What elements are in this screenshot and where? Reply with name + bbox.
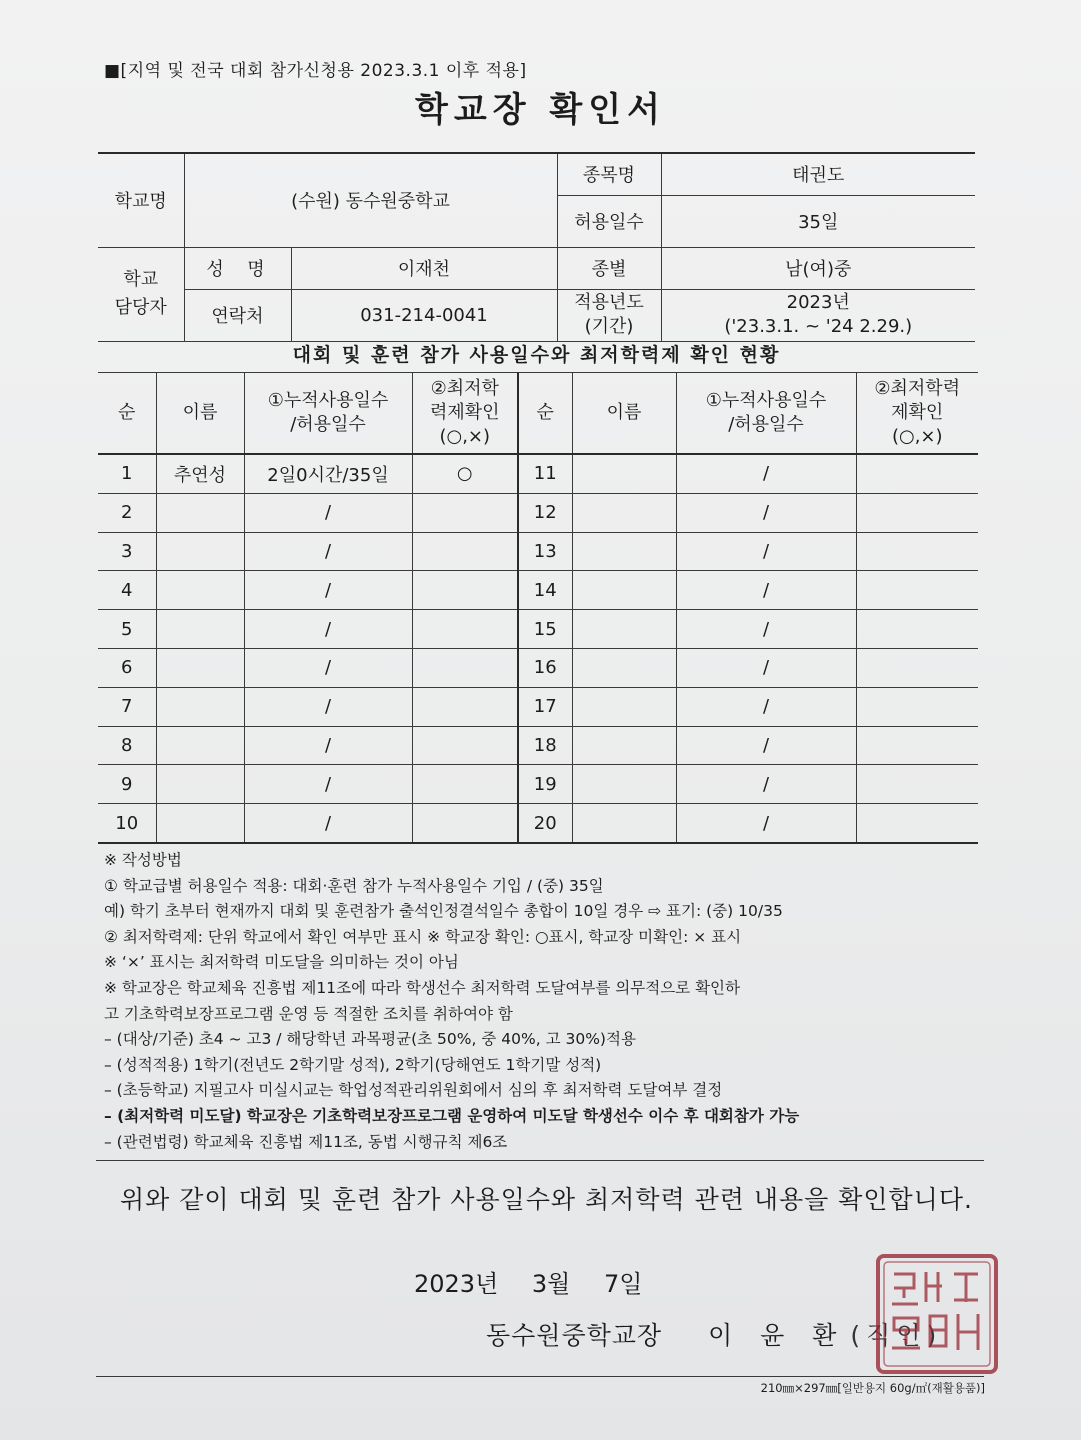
allowed-days-label: 허용일수 (557, 195, 661, 247)
status-section-title: 대회 및 훈련 참가 사용일수와 최저학력제 확인 현황 (98, 338, 975, 373)
roster-cell-no: 6 (98, 648, 156, 687)
roster-cell-check (856, 765, 978, 804)
roster-cell-check (856, 804, 978, 843)
roster-cell-name (572, 648, 676, 687)
sport-label: 종목명 (557, 153, 661, 195)
roster-cell-name (572, 726, 676, 765)
date-month: 3월 (531, 1270, 571, 1298)
header-check-right: ②최저학력 제확인 (○,×) (856, 373, 978, 455)
roster-cell-name (572, 687, 676, 726)
header-name-left: 이름 (156, 373, 244, 455)
roster-cell-days: / (244, 765, 412, 804)
roster-cell-no: 7 (98, 687, 156, 726)
name-label: 성 명 (184, 247, 291, 289)
roster-cell-no: 4 (98, 571, 156, 610)
roster-cell-name (156, 726, 244, 765)
divider-bottom (96, 1376, 984, 1377)
roster-cell-days: / (676, 493, 856, 532)
roster-cell-name (572, 493, 676, 532)
contact-label: 연락처 (184, 289, 291, 341)
roster-cell-days: / (244, 610, 412, 649)
roster-cell-days: / (676, 610, 856, 649)
roster-cell-no: 8 (98, 726, 156, 765)
roster-cell-check (856, 571, 978, 610)
roster-cell-name (156, 804, 244, 843)
roster-cell-check (412, 493, 518, 532)
roster-cell-check (412, 687, 518, 726)
roster-cell-days: / (244, 571, 412, 610)
roster-cell-days: / (244, 493, 412, 532)
year-label: 적용년도 (기간) (557, 289, 661, 341)
header-check-left: ②최저학 력제확인 (○,×) (412, 373, 518, 455)
table-row (98, 571, 978, 610)
principal-title: 동수원중학교장 (486, 1321, 663, 1350)
roster-cell-name (572, 765, 676, 804)
note-line: ※ 학교장은 학교체육 진흥법 제11조에 따라 학생선수 최저학력 도달여부를 의무적으로 확인하 (104, 978, 740, 997)
note-line: 예) 학기 초부터 현재까지 대회 및 훈련참가 출석인정결석일수 총합이 10일 경우 ⇨ 표기: (중) 10/35 (104, 902, 783, 921)
roster-cell-days: / (244, 726, 412, 765)
sport-value: 태권도 (661, 153, 975, 195)
roster-cell-days: / (676, 454, 856, 493)
roster-cell-no: 12 (518, 493, 572, 532)
note-line: ※ 작성방법 (104, 851, 182, 869)
roster-cell-days: / (676, 804, 856, 843)
roster-cell-days: / (244, 648, 412, 687)
roster-cell-check: ○ (412, 454, 518, 493)
roster-cell-check (412, 804, 518, 843)
roster-cell-name (156, 765, 244, 804)
roster-cell-days: / (676, 648, 856, 687)
official-seal-icon (874, 1252, 1000, 1376)
roster-cell-no: 15 (518, 610, 572, 649)
document-title: 학교장 확인서 (415, 90, 666, 130)
roster-cell-check (412, 726, 518, 765)
roster-cell-no: 13 (518, 532, 572, 571)
allowed-days-value: 35일 (661, 195, 975, 247)
roster-cell-name: 추연성 (156, 454, 244, 493)
roster-cell-no: 5 (98, 610, 156, 649)
roster-cell-check (856, 493, 978, 532)
table-row (98, 532, 978, 571)
roster-cell-name (572, 571, 676, 610)
note-line: – (성적적용) 1학기(전년도 2학기말 성적), 2학기(당해연도 1학기말 성적) (104, 1055, 602, 1074)
header-days-left: ①누적사용일수 /허용일수 (244, 373, 412, 455)
name-value: 이재천 (291, 247, 557, 289)
roster-cell-name (572, 804, 676, 843)
roster-cell-name (156, 648, 244, 687)
note-line: – (초등학교) 지필고사 미실시교는 학업성적관리위원회에서 심의 후 최저학력 도달여부 결정 (104, 1081, 723, 1100)
roster-cell-days: / (244, 532, 412, 571)
roster-cell-check (412, 765, 518, 804)
roster-cell-no: 20 (518, 804, 572, 843)
date-day: 7일 (604, 1270, 643, 1298)
header-no-right: 순 (518, 373, 572, 455)
header-name-right: 이름 (572, 373, 676, 455)
issue-date (414, 1264, 668, 1299)
note-line: ※ ‘×’ 표시는 최저학력 미도달을 의미하는 것이 아님 (104, 953, 459, 972)
roster-cell-no: 10 (98, 804, 156, 843)
roster-cell-days: 2일0시간/35일 (244, 454, 412, 493)
roster-table (98, 372, 978, 844)
table-row (98, 687, 978, 726)
category-label: 종별 (557, 247, 661, 289)
principal-name: 이 윤 환 (708, 1321, 847, 1350)
roster-cell-check (412, 648, 518, 687)
roster-cell-name (156, 532, 244, 571)
roster-cell-check (856, 648, 978, 687)
school-label: 학교명 (98, 153, 184, 247)
table-row (98, 648, 978, 687)
roster-cell-no: 11 (518, 454, 572, 493)
note-line: ② 최저학력제: 단위 학교에서 확인 여부만 표시 ※ 학교장 확인: ○표시, 학교장 미확인: × 표시 (104, 927, 742, 946)
year-value: 2023년 ('23.3.1. ~ '24 2.29.) (661, 289, 975, 341)
header-note: ■[지역 및 전국 대회 참가신청용 2023.3.1 이후 적용] (104, 61, 527, 81)
roster-cell-name (156, 571, 244, 610)
roster-cell-name (572, 454, 676, 493)
roster-cell-days: / (676, 765, 856, 804)
roster-cell-name (572, 532, 676, 571)
roster-cell-days: / (244, 687, 412, 726)
roster-cell-days: / (676, 726, 856, 765)
school-value: (수원) 동수원중학교 (184, 153, 557, 247)
paper-spec-footer: 210㎜×297㎜[일반용지 60g/㎡(재활용품)] (760, 1381, 985, 1395)
seal-label: (직인) (850, 1321, 943, 1350)
table-row (98, 804, 978, 843)
roster-cell-no: 9 (98, 765, 156, 804)
school-info-table (98, 152, 975, 342)
roster-cell-name (156, 687, 244, 726)
header-days-right: ①누적사용일수 /허용일수 (676, 373, 856, 455)
table-row (98, 493, 978, 532)
table-row (98, 610, 978, 649)
roster-cell-check (856, 532, 978, 571)
roster-cell-name (572, 610, 676, 649)
roster-cell-days: / (676, 532, 856, 571)
manager-label: 학교 담당자 (98, 247, 184, 341)
contact-value: 031-214-0041 (291, 289, 557, 341)
roster-cell-no: 14 (518, 571, 572, 610)
roster-cell-check (856, 454, 978, 493)
roster-cell-days: / (676, 571, 856, 610)
roster-cell-days: / (244, 804, 412, 843)
roster-cell-no: 2 (98, 493, 156, 532)
note-line: – (관련법령) 학교체육 진흥법 제11조, 동법 시행규칙 제6조 (104, 1132, 508, 1151)
roster-cell-days: / (676, 687, 856, 726)
category-value: 남(여)중 (661, 247, 975, 289)
date-year: 2023년 (414, 1270, 499, 1298)
header-no-left: 순 (98, 373, 156, 455)
table-row (98, 726, 978, 765)
roster-cell-no: 16 (518, 648, 572, 687)
table-row (98, 454, 978, 493)
roster-cell-no: 1 (98, 454, 156, 493)
roster-cell-name (156, 493, 244, 532)
roster-cell-check (856, 610, 978, 649)
roster-body (98, 454, 978, 843)
roster-cell-check (856, 726, 978, 765)
roster-cell-name (156, 610, 244, 649)
roster-cell-no: 17 (518, 687, 572, 726)
roster-cell-check (856, 687, 978, 726)
roster-cell-no: 18 (518, 726, 572, 765)
note-line: 고 기초학력보장프로그램 운영 등 적절한 조치를 취하여야 함 (104, 1004, 513, 1023)
roster-cell-no: 19 (518, 765, 572, 804)
roster-cell-no: 3 (98, 532, 156, 571)
roster-cell-check (412, 532, 518, 571)
note-line: – (대상/기준) 초4 ~ 고3 / 해당학년 과목평균(초 50%, 중 40%, 고 30%)적용 (104, 1030, 636, 1049)
table-row (98, 765, 978, 804)
confirmation-text: 위와 같이 대회 및 훈련 참가 사용일수와 최저학력 관련 내용을 확인합니다. (120, 1185, 973, 1214)
note-line: – (최저학력 미도달) 학교장은 기초학력보장프로그램 운영하여 미도달 학생선수 이수 후 대회참가 가능 (104, 1106, 800, 1125)
roster-cell-check (412, 571, 518, 610)
divider-top (96, 1160, 984, 1161)
roster-cell-check (412, 610, 518, 649)
note-line: ① 학교급별 허용일수 적용: 대회·훈련 참가 누적사용일수 기입 / (중) 35일 (104, 876, 604, 895)
instructions (104, 848, 984, 1155)
